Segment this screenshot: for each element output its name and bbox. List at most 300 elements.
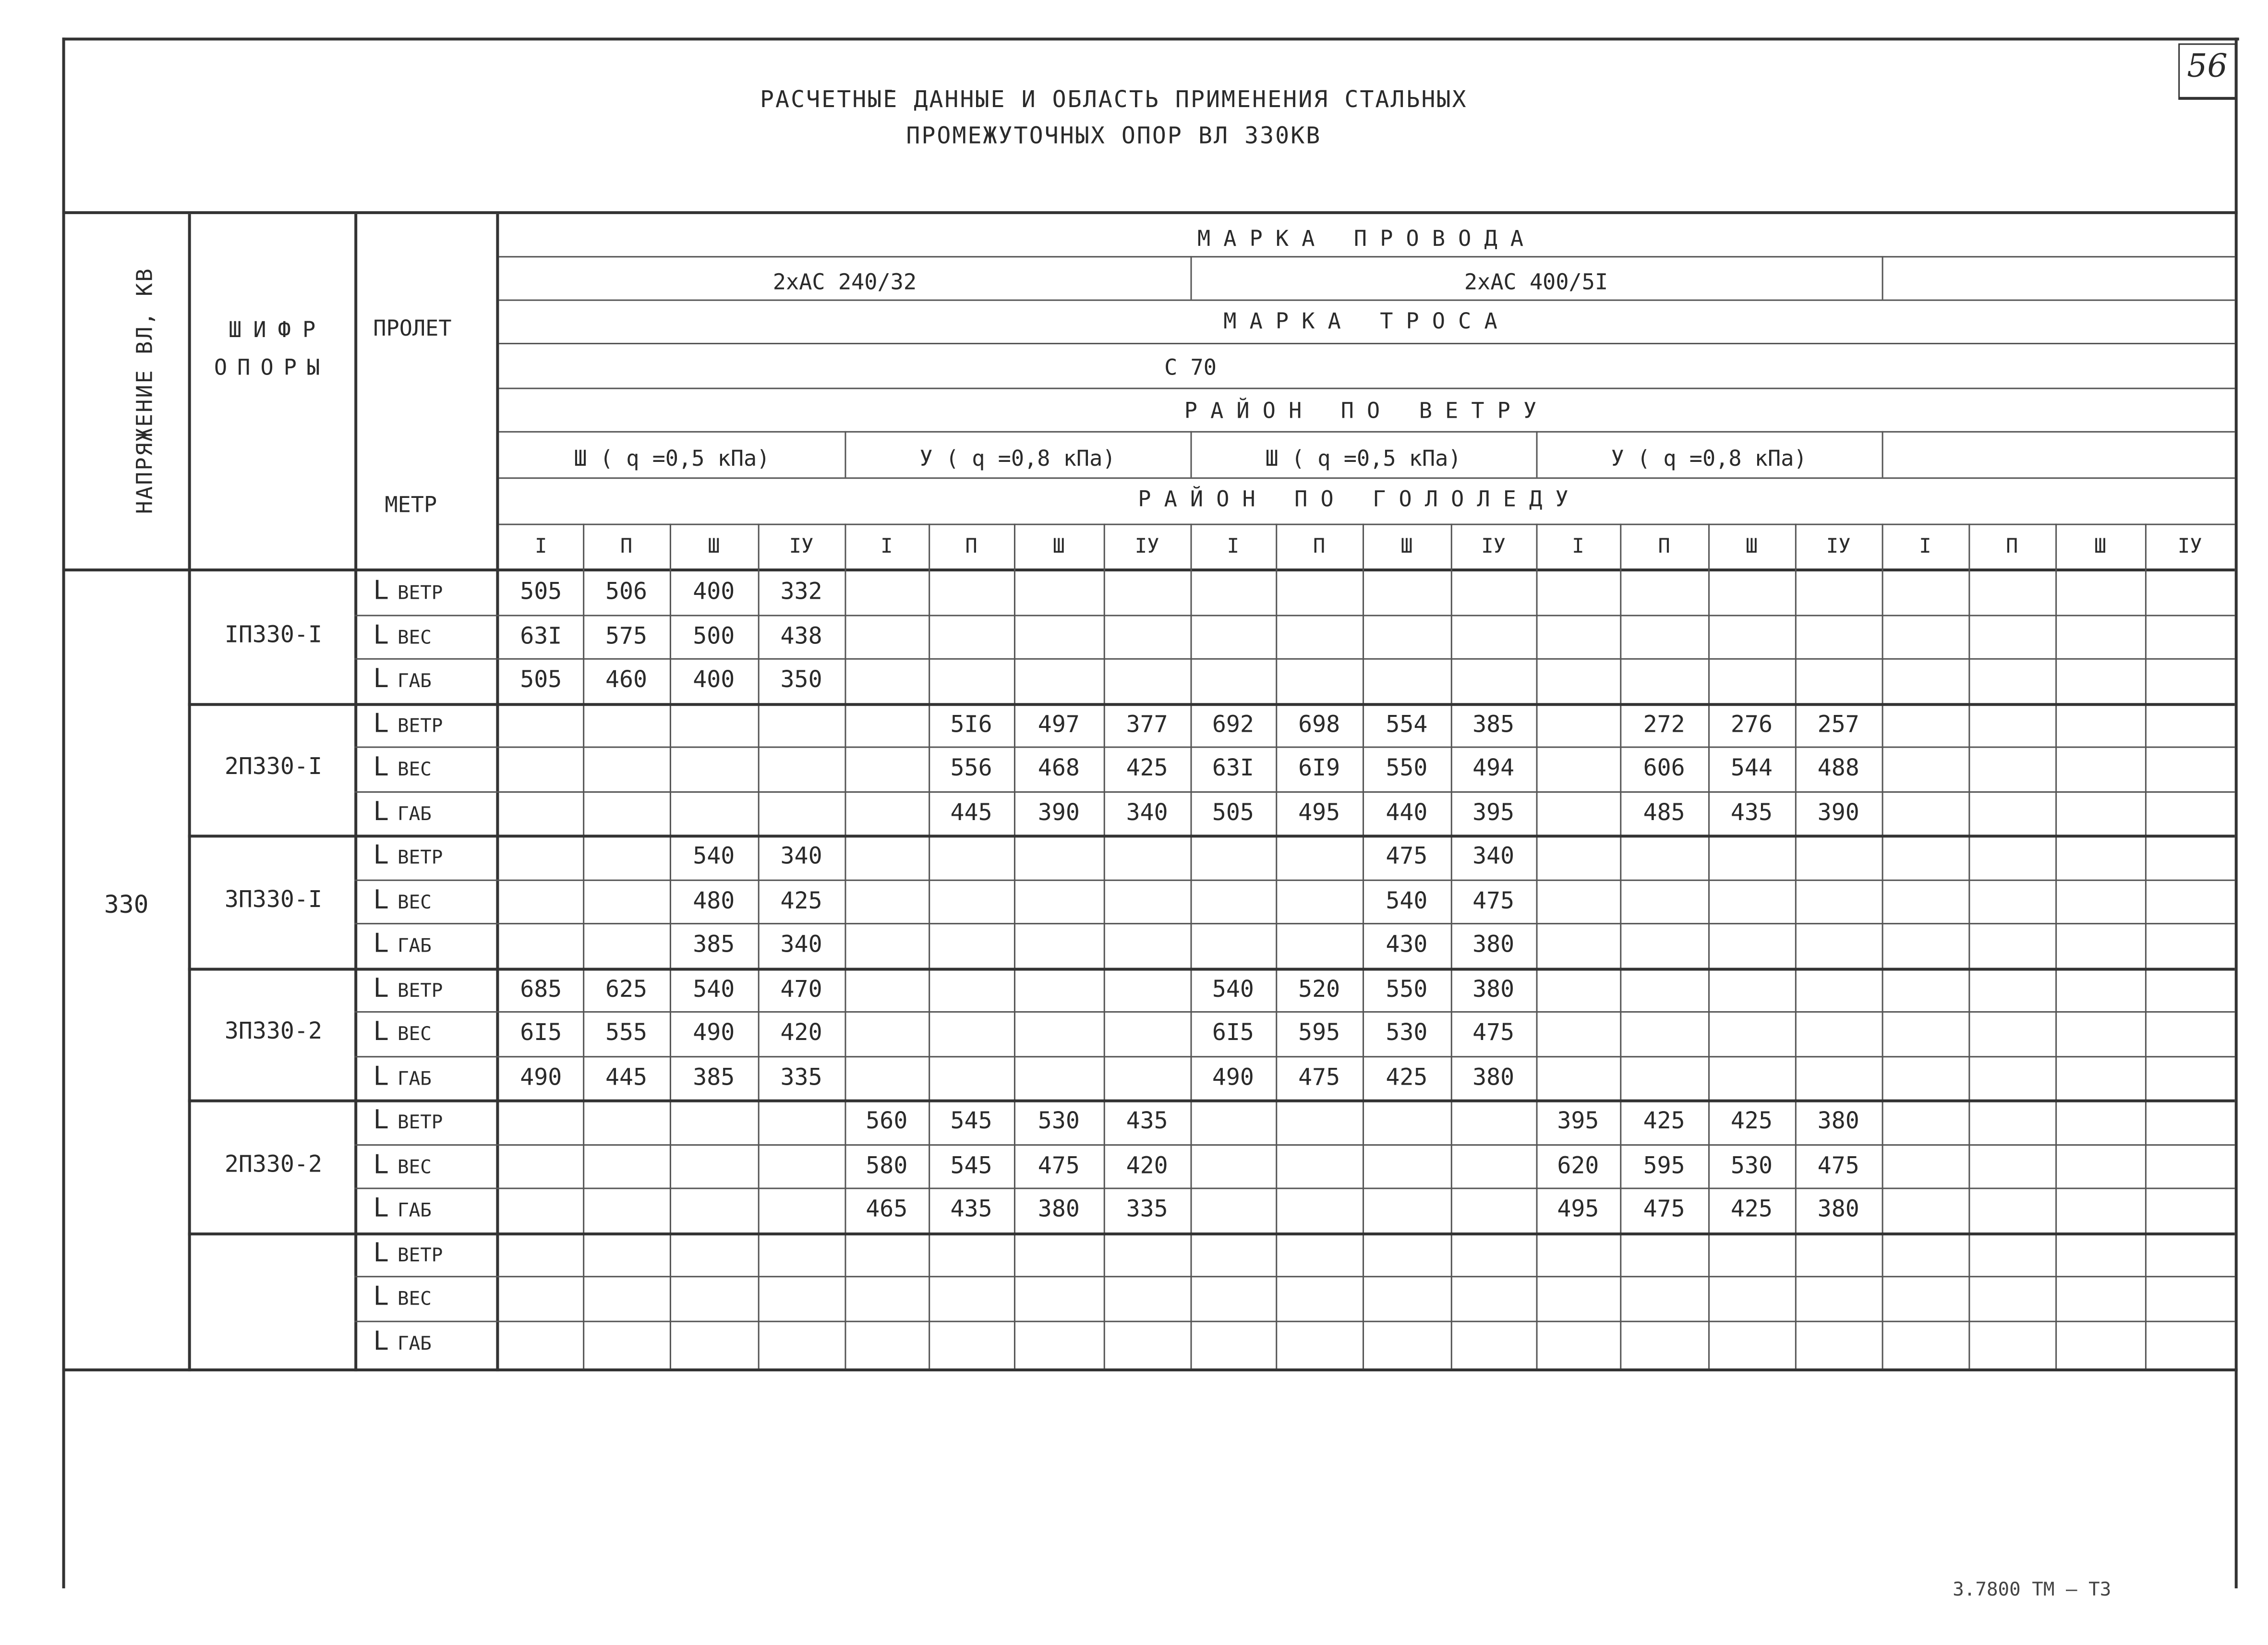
span-value-cell [1708, 835, 1795, 878]
span-value-cell [1968, 1276, 2055, 1319]
rope-value: С 70 [1164, 354, 1217, 381]
document-code: 3.7800 ТМ – Т3 [1953, 1579, 2111, 1602]
span-value-cell [1276, 570, 1363, 613]
span-value-cell: 272 [1643, 709, 1685, 738]
span-value-cell: 475 [1298, 1062, 1340, 1090]
span-type-name: ВЕТР [398, 1112, 443, 1135]
header-hline [499, 431, 2234, 433]
span-value-cell [929, 570, 1014, 613]
span-value-cell [583, 1232, 670, 1275]
span-type-label [373, 923, 431, 966]
wire-divider [1191, 256, 1192, 299]
span-value-cell [499, 923, 583, 966]
span-value-cell [499, 702, 583, 746]
wind-3: Ш ( q =0,5 кПа) [1265, 445, 1461, 472]
span-value-cell [583, 1100, 670, 1143]
span-value-cell [2055, 570, 2145, 613]
span-value-cell [583, 702, 670, 746]
span-value-cell [1276, 1144, 1363, 1187]
table-top-line [62, 211, 2238, 214]
span-value-cell: 390 [1817, 798, 1859, 825]
span-value-cell: 445 [605, 1062, 648, 1090]
span-value-cell: 475 [1817, 1150, 1859, 1178]
span-value-cell [2145, 879, 2235, 922]
span-value-cell [1536, 1055, 1620, 1099]
span-value-cell [844, 702, 929, 746]
span-value-cell [1882, 702, 1969, 746]
span-value-cell [844, 1232, 929, 1275]
wind-divider [1191, 431, 1192, 477]
ice-district-header: РАЙОН ПО ГОЛОЛЕДУ [1138, 486, 1581, 512]
ice-district-label: I [881, 535, 893, 558]
span-value-cell [1191, 614, 1276, 657]
span-value-cell: 545 [950, 1150, 992, 1178]
span-value-cell [1363, 614, 1451, 657]
span-value-cell [499, 790, 583, 834]
span-value-cell [1968, 1144, 2055, 1187]
span-value-cell: 606 [1643, 753, 1685, 781]
span-value-cell [1620, 570, 1708, 613]
span-value-cell [1795, 923, 1882, 966]
ice-district-label: П [2006, 535, 2018, 558]
support-cipher: 2П330-2 [224, 1149, 322, 1177]
span-value-cell [929, 923, 1014, 966]
span-value-cell: 340 [780, 842, 822, 870]
span-value-cell [1191, 879, 1276, 922]
span-value-cell: 468 [1037, 753, 1080, 781]
col-cipher-left [188, 214, 191, 1371]
ice-district-label: Ш [1745, 535, 1758, 558]
ice-district-label: IУ [1481, 535, 1506, 558]
span-value-cell [2055, 967, 2145, 1010]
span-value-cell [1968, 1100, 2055, 1143]
span-value-cell [2145, 923, 2235, 966]
ice-district-label: IУ [789, 535, 814, 558]
span-value-cell [1882, 1011, 1969, 1054]
span-value-cell [1882, 1187, 1969, 1231]
span-value-cell [1014, 658, 1104, 702]
span-symbol: L [373, 973, 389, 1004]
span-value-cell [1968, 658, 2055, 702]
span-value-cell: 395 [1557, 1106, 1599, 1135]
span-type-name: ГАБ [398, 803, 432, 825]
span-value-cell: 385 [693, 1062, 735, 1090]
span-value-cell [670, 1100, 758, 1143]
wire-brand-header: МАРКА ПРОВОДА [1197, 225, 1537, 252]
span-value-cell [1191, 1232, 1276, 1275]
span-value-cell: 490 [1212, 1062, 1254, 1090]
span-value-cell [1536, 835, 1620, 878]
span-symbol: L [373, 1149, 389, 1180]
span-value-cell [1882, 790, 1969, 834]
span-value-cell: 420 [1126, 1150, 1168, 1178]
span-value-cell [2145, 570, 2235, 613]
frame-right [2235, 37, 2238, 1588]
span-value-cell [1451, 1320, 1536, 1363]
span-value-cell: 494 [1472, 753, 1515, 781]
span-value-cell [844, 835, 929, 878]
span-type-label [373, 790, 431, 834]
span-value-cell: 425 [780, 886, 822, 914]
span-value-cell [1620, 614, 1708, 657]
span-value-cell [1968, 702, 2055, 746]
span-value-cell: 435 [1126, 1106, 1168, 1135]
span-value-cell: 620 [1557, 1150, 1599, 1178]
span-value-cell [499, 1320, 583, 1363]
ice-district-label: IУ [2177, 535, 2202, 558]
span-value-cell: 495 [1298, 798, 1340, 825]
span-value-cell [1191, 1320, 1276, 1363]
span-value-cell [844, 747, 929, 790]
span-value-cell: 332 [780, 577, 822, 605]
span-value-cell [1014, 923, 1104, 966]
span-value-cell [1968, 614, 2055, 657]
span-value-cell [758, 1100, 845, 1143]
span-type-label [373, 570, 443, 613]
span-symbol: L [373, 884, 389, 915]
span-value-cell [1882, 1100, 1969, 1143]
span-value-cell [499, 1276, 583, 1319]
span-value-cell [1620, 658, 1708, 702]
span-value-cell [1191, 1100, 1276, 1143]
span-value-cell [2055, 1320, 2145, 1363]
span-value-cell [1968, 835, 2055, 878]
span-value-cell [758, 1144, 845, 1187]
span-value-cell [1882, 614, 1969, 657]
span-value-cell [1014, 1011, 1104, 1054]
span-value-cell [2055, 790, 2145, 834]
span-symbol: L [373, 752, 389, 783]
page-number: 56 [2178, 43, 2236, 99]
span-symbol: L [373, 840, 389, 871]
span-value-cell: 420 [780, 1018, 822, 1046]
span-type-name: ВЕТР [398, 715, 443, 738]
wind-1: Ш ( q =0,5 кПа) [574, 445, 770, 472]
span-value-cell [1536, 658, 1620, 702]
span-value-cell [1968, 1232, 2055, 1275]
span-value-cell [1795, 658, 1882, 702]
span-value-cell: 556 [950, 753, 992, 781]
span-value-cell [1620, 923, 1708, 966]
title-line-2: ПРОМЕЖУТОЧНЫХ ОПОР ВЛ 330КВ [906, 121, 1322, 149]
span-type-label [373, 658, 431, 702]
ice-district-label: Ш [2094, 535, 2107, 558]
span-value-cell: 560 [866, 1106, 908, 1135]
span-value-cell [1363, 1100, 1451, 1143]
span-value-cell: 63I [1212, 753, 1254, 781]
span-value-cell [1276, 1187, 1363, 1231]
span-value-cell [1451, 1100, 1536, 1143]
span-value-cell [1191, 923, 1276, 966]
span-value-cell [1276, 1100, 1363, 1143]
span-value-cell [929, 1011, 1014, 1054]
span-value-cell: 380 [1472, 1062, 1515, 1090]
span-value-cell: 505 [520, 577, 562, 605]
span-value-cell: 380 [1817, 1195, 1859, 1222]
span-value-cell [499, 1232, 583, 1275]
span-value-cell [1104, 1055, 1191, 1099]
span-type-label [373, 879, 431, 922]
span-symbol: L [373, 1105, 389, 1136]
span-value-cell: 5I6 [950, 709, 992, 738]
span-value-cell: 470 [780, 974, 822, 1002]
span-symbol: L [373, 576, 389, 606]
span-type-label [373, 1232, 443, 1275]
span-value-cell: 495 [1557, 1195, 1599, 1222]
span-value-cell [1882, 1232, 1969, 1275]
span-value-cell: 530 [1730, 1150, 1773, 1178]
span-value-cell: 540 [693, 974, 735, 1002]
span-value-cell [1882, 1276, 1969, 1319]
span-value-cell: 505 [1212, 798, 1254, 825]
span-value-cell [1276, 835, 1363, 878]
span-value-cell: 490 [520, 1062, 562, 1090]
span-value-cell [1191, 570, 1276, 613]
span-type-name: ВЕТР [398, 980, 443, 1002]
span-value-cell: 540 [693, 842, 735, 870]
span-value-cell [1451, 614, 1536, 657]
span-value-cell [1968, 790, 2055, 834]
span-value-cell [2145, 702, 2235, 746]
span-value-cell [1536, 1232, 1620, 1275]
wind-2: У ( q =0,8 кПа) [919, 445, 1116, 472]
span-value-cell [583, 835, 670, 878]
span-value-cell [670, 1144, 758, 1187]
span-value-cell [1882, 1144, 1969, 1187]
span-value-cell: 595 [1643, 1150, 1685, 1178]
wind-divider [844, 431, 846, 477]
span-value-cell: 555 [605, 1018, 648, 1046]
span-value-cell [1620, 967, 1708, 1010]
span-value-cell [1276, 658, 1363, 702]
span-value-cell [1451, 570, 1536, 613]
span-value-cell: 435 [1730, 798, 1773, 825]
ice-district-label: Ш [1400, 535, 1413, 558]
span-value-cell [758, 1187, 845, 1231]
span-type-name: ГАБ [398, 1200, 432, 1222]
span-value-cell [1708, 570, 1795, 613]
ice-district-label: П [965, 535, 977, 558]
span-value-cell [583, 1187, 670, 1231]
span-value-cell [929, 1232, 1014, 1275]
span-type-label [373, 835, 443, 878]
voltage-value: 330 [104, 891, 149, 920]
unit-header: МЕТР [385, 492, 437, 518]
span-value-cell [1363, 570, 1451, 613]
span-symbol: L [373, 1193, 389, 1224]
span-value-cell [670, 1187, 758, 1231]
span-value-cell [1536, 1011, 1620, 1054]
span-value-cell: 554 [1386, 709, 1428, 738]
span-value-cell [2145, 835, 2235, 878]
span-type-name: ВЕС [398, 1289, 432, 1311]
span-value-cell: 540 [1386, 886, 1428, 914]
span-value-cell [670, 1232, 758, 1275]
span-value-cell [670, 1320, 758, 1363]
span-value-cell: 497 [1037, 709, 1080, 738]
span-value-cell [1968, 879, 2055, 922]
span-value-cell [1968, 747, 2055, 790]
span-value-cell [2055, 1144, 2145, 1187]
span-type-name: ВЕТР [398, 583, 443, 605]
span-value-cell [1968, 923, 2055, 966]
span-value-cell [1536, 967, 1620, 1010]
span-value-cell [1536, 923, 1620, 966]
span-value-cell: 475 [1037, 1150, 1080, 1178]
span-value-cell [2055, 614, 2145, 657]
span-value-cell [2055, 702, 2145, 746]
span-type-name: ГАБ [398, 936, 432, 958]
span-value-cell [1795, 1232, 1882, 1275]
span-value-cell [758, 790, 845, 834]
span-value-cell: 390 [1037, 798, 1080, 825]
span-value-cell [844, 658, 929, 702]
span-value-cell [1104, 614, 1191, 657]
span-type-name: ВЕС [398, 892, 432, 914]
span-value-cell [1708, 614, 1795, 657]
span-value-cell [583, 747, 670, 790]
span-value-cell [2145, 1232, 2235, 1275]
span-value-cell: 335 [780, 1062, 822, 1090]
span-header: ПРОЛЕТ [373, 315, 452, 342]
span-symbol: L [373, 929, 389, 959]
span-value-cell [1536, 1320, 1620, 1363]
span-value-cell: 488 [1817, 753, 1859, 781]
span-value-cell [2145, 747, 2235, 790]
span-value-cell: 400 [693, 665, 735, 693]
span-value-cell [844, 1011, 929, 1054]
voltage-header: НАПРЯЖЕНИЕ ВЛ, КВ [132, 267, 158, 514]
span-value-cell: 435 [950, 1195, 992, 1222]
span-value-cell [1968, 1187, 2055, 1231]
span-value-cell [2145, 658, 2235, 702]
span-value-cell [1363, 1144, 1451, 1187]
span-type-label [373, 1320, 431, 1363]
span-value-cell [1104, 1320, 1191, 1363]
span-value-cell [1276, 923, 1363, 966]
span-symbol: L [373, 708, 389, 739]
span-value-cell: 385 [693, 930, 735, 958]
span-value-cell [1708, 1320, 1795, 1363]
span-value-cell [2055, 747, 2145, 790]
span-value-cell [2145, 1320, 2235, 1363]
span-value-cell [1014, 1320, 1104, 1363]
span-value-cell [583, 790, 670, 834]
span-symbol: L [373, 619, 389, 651]
span-value-cell [2055, 923, 2145, 966]
span-type-name: ВЕТР [398, 1245, 443, 1267]
span-value-cell [499, 747, 583, 790]
span-type-label [373, 1055, 431, 1099]
span-value-cell [1104, 570, 1191, 613]
span-value-cell [844, 790, 929, 834]
span-value-cell: 276 [1730, 709, 1773, 738]
span-value-cell [2055, 835, 2145, 878]
span-value-cell: 475 [1472, 886, 1515, 914]
span-value-cell [1363, 1320, 1451, 1363]
span-value-cell [1104, 1276, 1191, 1319]
span-value-cell [1708, 658, 1795, 702]
span-value-cell [929, 1055, 1014, 1099]
ice-district-label: I [1227, 535, 1240, 558]
span-value-cell [1536, 747, 1620, 790]
span-value-cell [499, 1144, 583, 1187]
span-value-cell: 530 [1386, 1018, 1428, 1046]
span-value-cell: 425 [1126, 753, 1168, 781]
span-value-cell [670, 702, 758, 746]
span-value-cell: 257 [1817, 709, 1859, 738]
span-value-cell [1536, 790, 1620, 834]
span-type-name: ВЕС [398, 627, 432, 649]
span-type-name: ВЕС [398, 1156, 432, 1178]
span-value-cell [1882, 1320, 1969, 1363]
ice-district-label: I [1572, 535, 1584, 558]
span-value-cell [929, 1276, 1014, 1319]
cipher-header-1: ШИФР [229, 316, 327, 343]
span-value-cell [844, 1276, 929, 1319]
span-value-cell: 425 [1643, 1106, 1685, 1135]
span-value-cell [1363, 1276, 1451, 1319]
span-value-cell [844, 879, 929, 922]
span-value-cell: 475 [1472, 1018, 1515, 1046]
span-value-cell [2055, 1187, 2145, 1231]
title-line-1: РАСЧЕТНЫ̄Е ДАННЫЕ И ОБЛАСТЬ ПРИМЕНЕНИЯ СТАЛЬНЫХ [760, 85, 1468, 113]
span-type-name: ГАБ [398, 671, 432, 693]
span-value-cell [1620, 1232, 1708, 1275]
span-value-cell [2145, 1187, 2235, 1231]
support-cipher: 2П330-I [224, 752, 322, 780]
span-value-cell [929, 614, 1014, 657]
ice-district-label: П [1313, 535, 1326, 558]
span-value-cell [583, 879, 670, 922]
span-value-cell: 550 [1386, 753, 1428, 781]
span-type-name: ГАБ [398, 1068, 432, 1090]
frame-top [62, 37, 2239, 40]
span-value-cell [1708, 1055, 1795, 1099]
span-value-cell [844, 967, 929, 1010]
support-cipher: IП330-I [224, 620, 322, 648]
span-value-cell: 460 [605, 665, 648, 693]
span-type-label [373, 1276, 431, 1319]
span-value-cell [844, 614, 929, 657]
span-value-cell: 506 [605, 577, 648, 605]
ice-district-label: П [1658, 535, 1670, 558]
ice-district-label: IУ [1134, 535, 1159, 558]
span-value-cell: 380 [1037, 1195, 1080, 1222]
span-value-cell [499, 1100, 583, 1143]
span-type-label [373, 1187, 431, 1231]
span-value-cell [2055, 879, 2145, 922]
span-value-cell [1968, 1011, 2055, 1054]
span-value-cell [1191, 1276, 1276, 1319]
span-value-cell: 692 [1212, 709, 1254, 738]
span-value-cell: 425 [1386, 1062, 1428, 1090]
span-value-cell [1536, 614, 1620, 657]
span-value-cell: 520 [1298, 974, 1340, 1002]
span-value-cell: 380 [1817, 1106, 1859, 1135]
span-value-cell [929, 879, 1014, 922]
span-value-cell [1708, 1011, 1795, 1054]
span-symbol: L [373, 796, 389, 827]
span-value-cell [2145, 1144, 2235, 1187]
span-value-cell: 625 [605, 974, 648, 1002]
span-value-cell [758, 1320, 845, 1363]
span-value-cell [1882, 923, 1969, 966]
wire-1: 2хАС 240/32 [772, 269, 917, 295]
cipher-header-2: ОПОРЫ [214, 354, 330, 381]
span-value-cell [2055, 1011, 2145, 1054]
frame-left [62, 37, 65, 1588]
